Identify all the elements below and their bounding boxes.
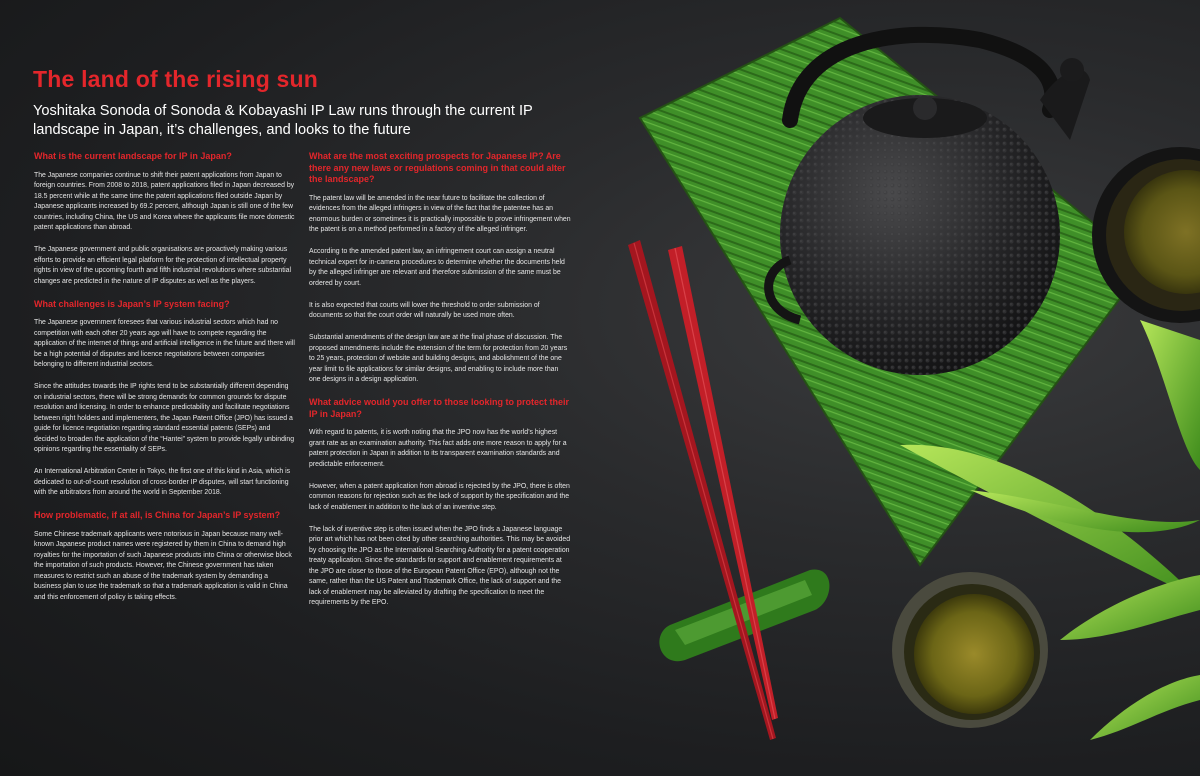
paragraph: It is also expected that courts will lower the threshold to order submission of documents so that the court order will naturally be used more often. [309, 301, 540, 319]
question-heading: What is the current landscape for IP in Japan? [34, 151, 232, 161]
paragraph: The Japanese companies continue to shift their patent applications from Japan to foreign countries. From 2008 to 2018, patent applications filed in Japan decreased by 18.5 percent while at the same time the patent applications filed outside Japan by Japanese applicants increased by 69.2 percent, although Japan is still one of the few countries, including China, the US and Korea where the applicants file more domestic patent applications than abroad. [34, 171, 295, 231]
paragraph: The Japanese government and public organisations are proactively making various efforts to provide an efficient legal platform for the protection of intellectual property rights in view of the upcoming fourth and fifth industrial revolutions where substantial changes are predicted in the nature of IP disputes as well as the players. [34, 246, 292, 285]
paragraph: The patent law will be amended in the near future to facilitate the collection of evidences from the alleged infringers in view of the fact that the patentee has an enormous burden or sometimes it is practically impossible to prove infringement when the patent is on a method performed in a factory of the alleged infringer. [309, 194, 571, 233]
tea-cup-bottom-icon [892, 572, 1048, 728]
chopsticks-icon [628, 240, 778, 740]
question-heading: What challenges is Japan’s IP system facing? [34, 298, 230, 309]
article-subtitle: Yoshitaka Sonoda of Sonoda & Kobayashi IP Law runs through the current IP landscape in Japan, it’s challenges, and looks to the future [33, 103, 533, 138]
paragraph: However, when a patent application from abroad is rejected by the JPO, there is often common reasons for rejection such as the lack of support by the specification and the lack of enablement in addition to the lack of an inventive step. [309, 482, 570, 511]
article-title: The land of the rising sun [33, 66, 319, 92]
question-heading: How problematic, if at all, is China for Japan’s IP system? [34, 510, 281, 520]
paragraph: An International Arbitration Center in Tokyo, the first one of this kind in Asia, which is dedicated to out-of-court resolution of cross-border IP disputes, will start functioning with the arbitrators from around the world in September 2018. [34, 468, 291, 496]
paragraph: Some Chinese trademark applicants were notorious in Japan because many well-known Japanese product names were registered by them in China to demand high royalties for the importation of such Japanese products into China or otherwise block the importation of such products. However, the Chinese government has taken measures to restrict such an abuse of the trademark system by demanding a business plan to use the trademark so that a trademark application is valid in China and this enforcement of policy is taking effects. [34, 530, 292, 601]
text-column-right [309, 151, 571, 620]
paragraph: With regard to patents, it is worth noting that the JPO now has the world’s highest grant rate as an examination authority. This fact adds one more reason to apply for a patent protection in Japan in addition to its transparent examination standards and predictable enforcement. [309, 429, 567, 468]
question-heading: What are the most exciting prospects for Japanese IP? Are there any new laws or regulations coming in that could alter the landscape? [309, 151, 566, 184]
question-heading: What advice would you offer to those looking to protect their IP in Japan? [309, 397, 570, 419]
text-column-left [34, 151, 296, 615]
paragraph: The Japanese government foresees that various industrial sectors which had no competition with each other 20 years ago will have to compete regarding the application of the internet of things and artificial intelligence in the future and there will be a high potential of disputes and licence negotiations between companies belonging to different industrial sectors. [34, 319, 295, 368]
paragraph: According to the amended patent law, an infringement court can assign a neutral technical expert for in-camera procedures to determine whether the documents held by the alleged infringer are relevant and therefore submission of the same must be ordered by court. [309, 248, 565, 287]
paragraph: The lack of inventive step is often issued when the JPO finds a Japanese language prior art which has not been cited by other searching authorities. This may be avoided by choosing the JPO as the International Searching Authority for a patent cooperation treaty application. Since the standards for support and enablement requirements at the JPO are closer to those of the European Patent Office (EPO), although not the same, rather than the US Patent and Trademark Office, the lack of support and the lack of enablement may be alleviated by drafting the specification to meet the requirements by the EPO. [309, 525, 571, 606]
paragraph: Substantial amendments of the design law are at the final phase of discussion. The proposed amendments include the extension of the term for protection from 20 years to 25 years, protection of website and building designs, and abolishment of the one year limit to file applications for similar designs, and enabling to include more than one designs in a design application. [309, 334, 568, 383]
paragraph: Since the attitudes towards the IP rights tend to be substantially different depending on industrial sectors, there will be strong demands for common grounds for dispute resolution and licensing. In order to enhance predictability and facilitate negotiations between right holders and implementers, the Japan Patent Office (JPO) has issued a guide for licence negotiation regarding standard essential patents (SEPs) and decided to broaden the application of the “Hantei” system to provide legally unbinding opinions regarding the essentiality of SEPs. [34, 383, 295, 453]
